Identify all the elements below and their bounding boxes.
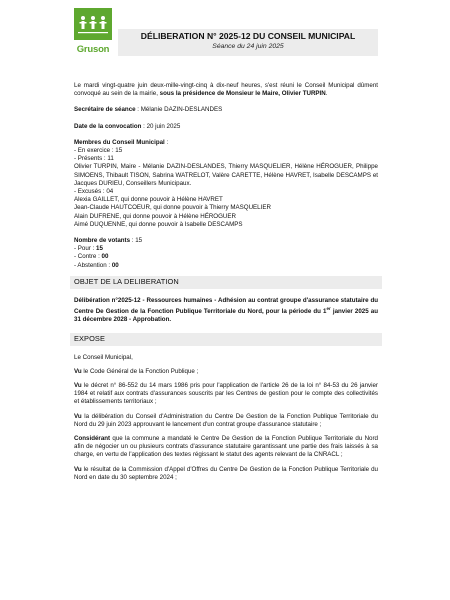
- objet-section-header: OBJET DE LA DELIBERATION: [70, 276, 382, 289]
- gruson-logo: [74, 8, 112, 58]
- document-header: [118, 29, 378, 56]
- proxy-line: Alexia GAILLET, qui donne pouvoir à Hélène HAVRET: [74, 196, 223, 204]
- members-block: Membres du Conseil Municipal : - En exercice : 15 - Présents : 11 Olivier TURPIN, Maire - Mélanie DAZIN-DESLANDES, Thierry MASQUELIER, Hélène HÉROGUER, Philippe SIMOENS, Thibault TISON, Sabrina WATRELOT, Valère CARETTE, Hélène HAVRET, Isabelle DESCAMPS et Jacques DURIEU, Conseillers Municipaux. - Excusés : 04 Alexia GAILLET, qui donne pouvoir à Hélène HAVRET Jean-Claude HAUTCOEUR, qui donne pouvoir à Thierry MASQUELIER Alain DUFRENE, qui donne pouvoir à Hélène HÉROGUER Aimé DUQUENNE, qui donne pouvoir à Isabelle DESCAMPS: [74, 138, 378, 228]
- three-figures-icon: [74, 8, 112, 40]
- deliberation-object: Délibération n°2025-12 - Ressources humaines - Adhésion au contrat groupe d'assurance statutaire du Centre De Gestion de la Fonction Publique Territoriale du Nord, pour la période du 1er janvier 2025 au 31 décembre 2028 - Approbation.: [74, 296, 379, 324]
- convocation-line: Date de la convocation : 20 juin 2025: [74, 122, 181, 130]
- logo-emblem: [74, 8, 112, 40]
- present-names: Olivier TURPIN, Maire - Mélanie DAZIN-DESLANDES, Thierry MASQUELIER, Hélène HÉROGUER, Philippe SIMOENS, Thibault TISON, Sabrina WATRELOT, Valère CARETTE, Hélène HAVRET, Isabelle DESCAMPS et Jacques DURIEU, Conseillers Municipaux.: [74, 163, 378, 187]
- council-line: Le Conseil Municipal,: [74, 353, 133, 361]
- expose-item: Vu le Code Général de la Fonction Publique ;: [74, 367, 199, 375]
- expose-section-header: EXPOSE: [70, 333, 382, 346]
- proxy-line: Aimé DUQUENNE, qui donne pouvoir à Isabelle DESCAMPS: [74, 220, 243, 228]
- proxy-line: Jean-Claude HAUTCOEUR, qui donne pouvoir à Thierry MASQUELIER: [74, 204, 271, 212]
- logo-name: Gruson: [76, 44, 110, 55]
- votes-pour: - Pour : 15: [74, 245, 103, 253]
- proxy-line: Alain DUFRENE, qui donne pouvoir à Hélène HÉROGUER: [74, 212, 236, 220]
- votes-contre: - Contre : 00: [74, 253, 109, 261]
- expose-item: Vu la délibération du Conseil d'Administration du Centre De Gestion de la Fonction Publique Territoriale du Nord du 29 juin 2023 approuvant le lancement d'un contrat groupe d'assurance statutaire ;: [74, 412, 378, 428]
- expose-item: Vu le décret n° 86-552 du 14 mars 1986 pris pour l'application de l'article 26 de la loi n° 84-53 du 26 janvier 1984 et relatif aux contrats d'assurances souscrits par les Centres de gestion pour le compte des collectivités et établissements territoriaux ;: [74, 381, 378, 406]
- votes-abstention: - Abstention : 00: [74, 261, 119, 269]
- intro-paragraph: Le mardi vingt-quatre juin deux-mille-vingt-cinq à dix-neuf heures, s'est réuni le Conseil Municipal dûment convoqué au sein de la mairie, sous la présidence de Monsieur le Maire, Olivier TURPIN.: [74, 82, 378, 98]
- expose-item: Vu le résultat de la Commission d'Appel d'Offres du Centre De Gestion de la Fonction Publique Territoriale du Nord en date du 30 septembre 2024 ;: [74, 465, 378, 481]
- presents-line: - Présents : 11: [74, 155, 114, 163]
- votes-block: Nombre de votants : 15 - Pour : 15 - Contre : 00 - Abstention : 00: [74, 237, 378, 270]
- page-title: DÉLIBERATION N° 2025-12 DU CONSEIL MUNICIPAL: [140, 31, 356, 41]
- document-body: [74, 82, 378, 482]
- expose-item: Considérant que la commune a mandaté le Centre De Gestion de la Fonction Publique Territoriale du Nord afin de négocier un ou plusieurs contrats d'assurance statutaire garantissant une partie des frais laissés à sa charge, en vertu de l'application des textes régissant le statut des agents relevant de la CNRACL ;: [74, 434, 378, 459]
- en-exercice-line: - En exercice : 15: [74, 147, 123, 155]
- excuses-line: - Excusés : 04: [74, 188, 114, 196]
- secretary-line: Secrétaire de séance : Mélanie DAZIN-DESLANDES: [74, 106, 223, 114]
- session-date: Séance du 24 juin 2025: [212, 43, 284, 50]
